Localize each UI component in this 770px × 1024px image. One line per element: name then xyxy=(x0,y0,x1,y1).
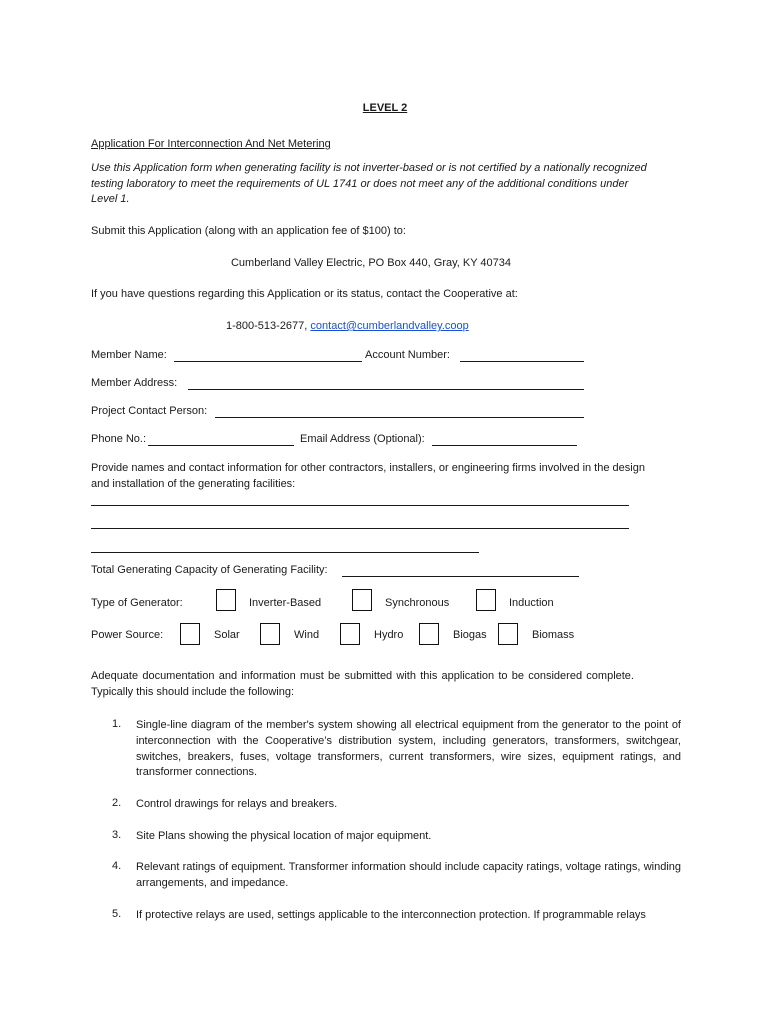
email-label: Email Address (Optional): xyxy=(300,433,425,445)
generator-type-label: Type of Generator: xyxy=(91,597,183,609)
induction-checkbox[interactable] xyxy=(476,589,496,611)
phone-field[interactable] xyxy=(148,445,294,446)
biogas-checkbox[interactable] xyxy=(419,623,439,645)
contact-phone: 1-800-513-2677, xyxy=(226,320,311,332)
list-item-text: Site Plans showing the physical location of major equipment. xyxy=(136,830,432,842)
member-address-field[interactable] xyxy=(188,389,584,390)
capacity-field[interactable] xyxy=(342,576,579,577)
list-item-text: Single-line diagram of the member's system showing all electrical equipment from the generator to the point of interconnection with the Cooperative’s distribution system, including generators, transformers, switchgear, switches, breakers, fuses, voltage transformers, current transformers, wire sizes, equipment ratings, and transformer connections. xyxy=(136,719,681,779)
list-item-number: 3. xyxy=(112,829,122,841)
member-name-field[interactable] xyxy=(174,361,362,362)
contact-email-link[interactable]: contact@cumberlandvalley.coop xyxy=(310,320,469,332)
list-item-number: 1. xyxy=(112,718,122,730)
mailing-address: Cumberland Valley Electric, PO Box 440, Gray, KY 40734 xyxy=(230,257,512,269)
account-number-field[interactable] xyxy=(460,361,584,362)
synchronous-checkbox[interactable] xyxy=(352,589,372,611)
biomass-checkbox[interactable] xyxy=(498,623,518,645)
page-heading: LEVEL 2 xyxy=(362,102,408,114)
contact-line xyxy=(226,320,469,332)
project-contact-field[interactable] xyxy=(215,417,584,418)
wind-checkbox[interactable] xyxy=(260,623,280,645)
contractors-line-2[interactable] xyxy=(91,528,629,529)
induction-label: Induction xyxy=(509,597,554,609)
inverter-based-label: Inverter-Based xyxy=(249,597,322,609)
documentation-paragraph: Adequate documentation and information must be submitted with this application to be considered complete. Typically this should include the following: xyxy=(91,670,634,698)
hydro-checkbox[interactable] xyxy=(340,623,360,645)
synchronous-label: Synchronous xyxy=(385,597,450,609)
submit-instruction: Submit this Application (along with an application fee of $100) to: xyxy=(91,225,406,237)
intro-paragraph: Use this Application form when generating facility is not inverter-based or is not certified by a nationally recognized testing laboratory to meet the requirements of UL 1741 or does not meet any of the additional conditions under Level 1. xyxy=(91,162,647,205)
list-item-text: Relevant ratings of equipment. Transformer information should include capacity ratings, voltage ratings, winding arrangements, and impedance. xyxy=(136,861,681,889)
contractors-line-1[interactable] xyxy=(91,505,629,506)
wind-label: Wind xyxy=(294,629,320,641)
contractors-line-3[interactable] xyxy=(91,552,479,553)
solar-checkbox[interactable] xyxy=(180,623,200,645)
member-name-label: Member Name: xyxy=(91,349,167,361)
list-item-number: 2. xyxy=(112,797,122,809)
inverter-based-checkbox[interactable] xyxy=(216,589,236,611)
email-field[interactable] xyxy=(432,445,577,446)
member-address-label: Member Address: xyxy=(91,377,178,389)
contractors-instruction: Provide names and contact information for other contractors, installers, or engineering firms involved in the design and installation of the generating facilities: xyxy=(91,462,645,490)
phone-label: Phone No.: xyxy=(91,433,147,445)
application-title: Application For Interconnection And Net Metering xyxy=(91,138,331,150)
account-number-label: Account Number: xyxy=(365,349,450,361)
list-item-number: 4. xyxy=(112,860,122,872)
list-item-number: 5. xyxy=(112,908,122,920)
biogas-label: Biogas xyxy=(453,629,487,641)
hydro-label: Hydro xyxy=(374,629,404,641)
list-item-text: Control drawings for relays and breakers. xyxy=(136,798,338,810)
solar-label: Solar xyxy=(214,629,240,641)
power-source-label: Power Source: xyxy=(91,629,164,641)
questions-instruction: If you have questions regarding this Application or its status, contact the Cooperative at: xyxy=(91,288,518,300)
list-item-text: If protective relays are used, settings applicable to the interconnection protection. If programmable relays xyxy=(136,909,646,921)
capacity-label: Total Generating Capacity of Generating Facility: xyxy=(91,564,328,576)
biomass-label: Biomass xyxy=(532,629,575,641)
project-contact-label: Project Contact Person: xyxy=(91,405,208,417)
